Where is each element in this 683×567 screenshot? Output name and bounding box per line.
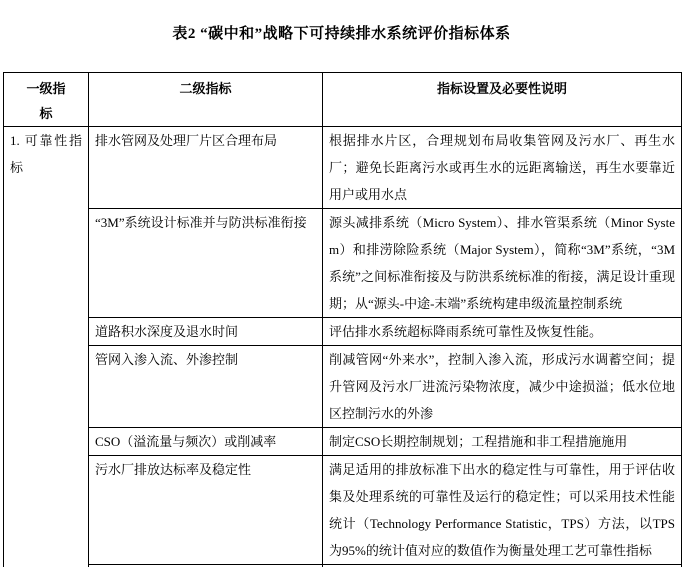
primary-indicator-cell: 1. 可靠性指标 xyxy=(4,127,89,567)
table-row xyxy=(4,428,682,456)
header-row xyxy=(4,73,682,127)
description-cell: 制定CSO长期控制规划；工程措施和非工程措施施用 xyxy=(323,428,682,456)
description-cell: 根据排水片区，合理规划布局收集管网及污水厂、再生水厂；避免长距离污水或再生水的远距离输送，再生水要靠近用户或用水点 xyxy=(323,127,682,209)
secondary-indicator-cell: 污水厂排放达标率及稳定性 xyxy=(89,456,323,565)
table-row xyxy=(4,456,682,565)
secondary-indicator-cell: “3M”系统设计标准并与防洪标准衔接 xyxy=(89,209,323,318)
description-cell: 源头减排系统（Micro System）、排水管渠系统（Minor System）和排涝除险系统（Major System），简称“3M”系统，“3M系统”之间标准衔接及与防洪系统标准的衔接，满足设计重现期；从“源头-中途-末端”系统构建串级流量控制系统 xyxy=(323,209,682,318)
column-header-description: 指标设置及必要性说明 xyxy=(323,73,682,127)
description-cell: 削减管网“外来水”，控制入渗入流，形成污水调蓄空间；提升管网及污水厂进流污染物浓度，减少中途损溢；低水位地区控制污水的外渗 xyxy=(323,346,682,428)
table-row xyxy=(4,127,682,209)
secondary-indicator-cell: 排水管网及处理厂片区合理布局 xyxy=(89,127,323,209)
description-cell: 满足适用的排放标准下出水的稳定性与可靠性，用于评估收集及处理系统的可靠性及运行的稳定性；可以采用技术性能统计（Technology Performance Statistic，TPS）方法，以TPS为95%的统计值对应的数值作为衡量处理工艺可靠性指标 xyxy=(323,456,682,565)
table-title: 表2 “碳中和”战略下可持续排水系统评价指标体系 xyxy=(172,26,511,42)
table-row xyxy=(4,209,682,318)
column-header-primary-indicator: 一级指标 xyxy=(4,73,89,127)
table-row xyxy=(4,346,682,428)
secondary-indicator-cell: 道路积水深度及退水时间 xyxy=(89,318,323,346)
secondary-indicator-cell: CSO（溢流量与频次）或削减率 xyxy=(89,428,323,456)
description-cell: 评估排水系统超标降雨系统可靠性及恢复性能。 xyxy=(323,318,682,346)
secondary-indicator-cell: 管网入渗入流、外渗控制 xyxy=(89,346,323,428)
table-row xyxy=(4,318,682,346)
column-header-secondary-indicator: 二级指标 xyxy=(89,73,323,127)
indicator-table xyxy=(3,72,682,567)
